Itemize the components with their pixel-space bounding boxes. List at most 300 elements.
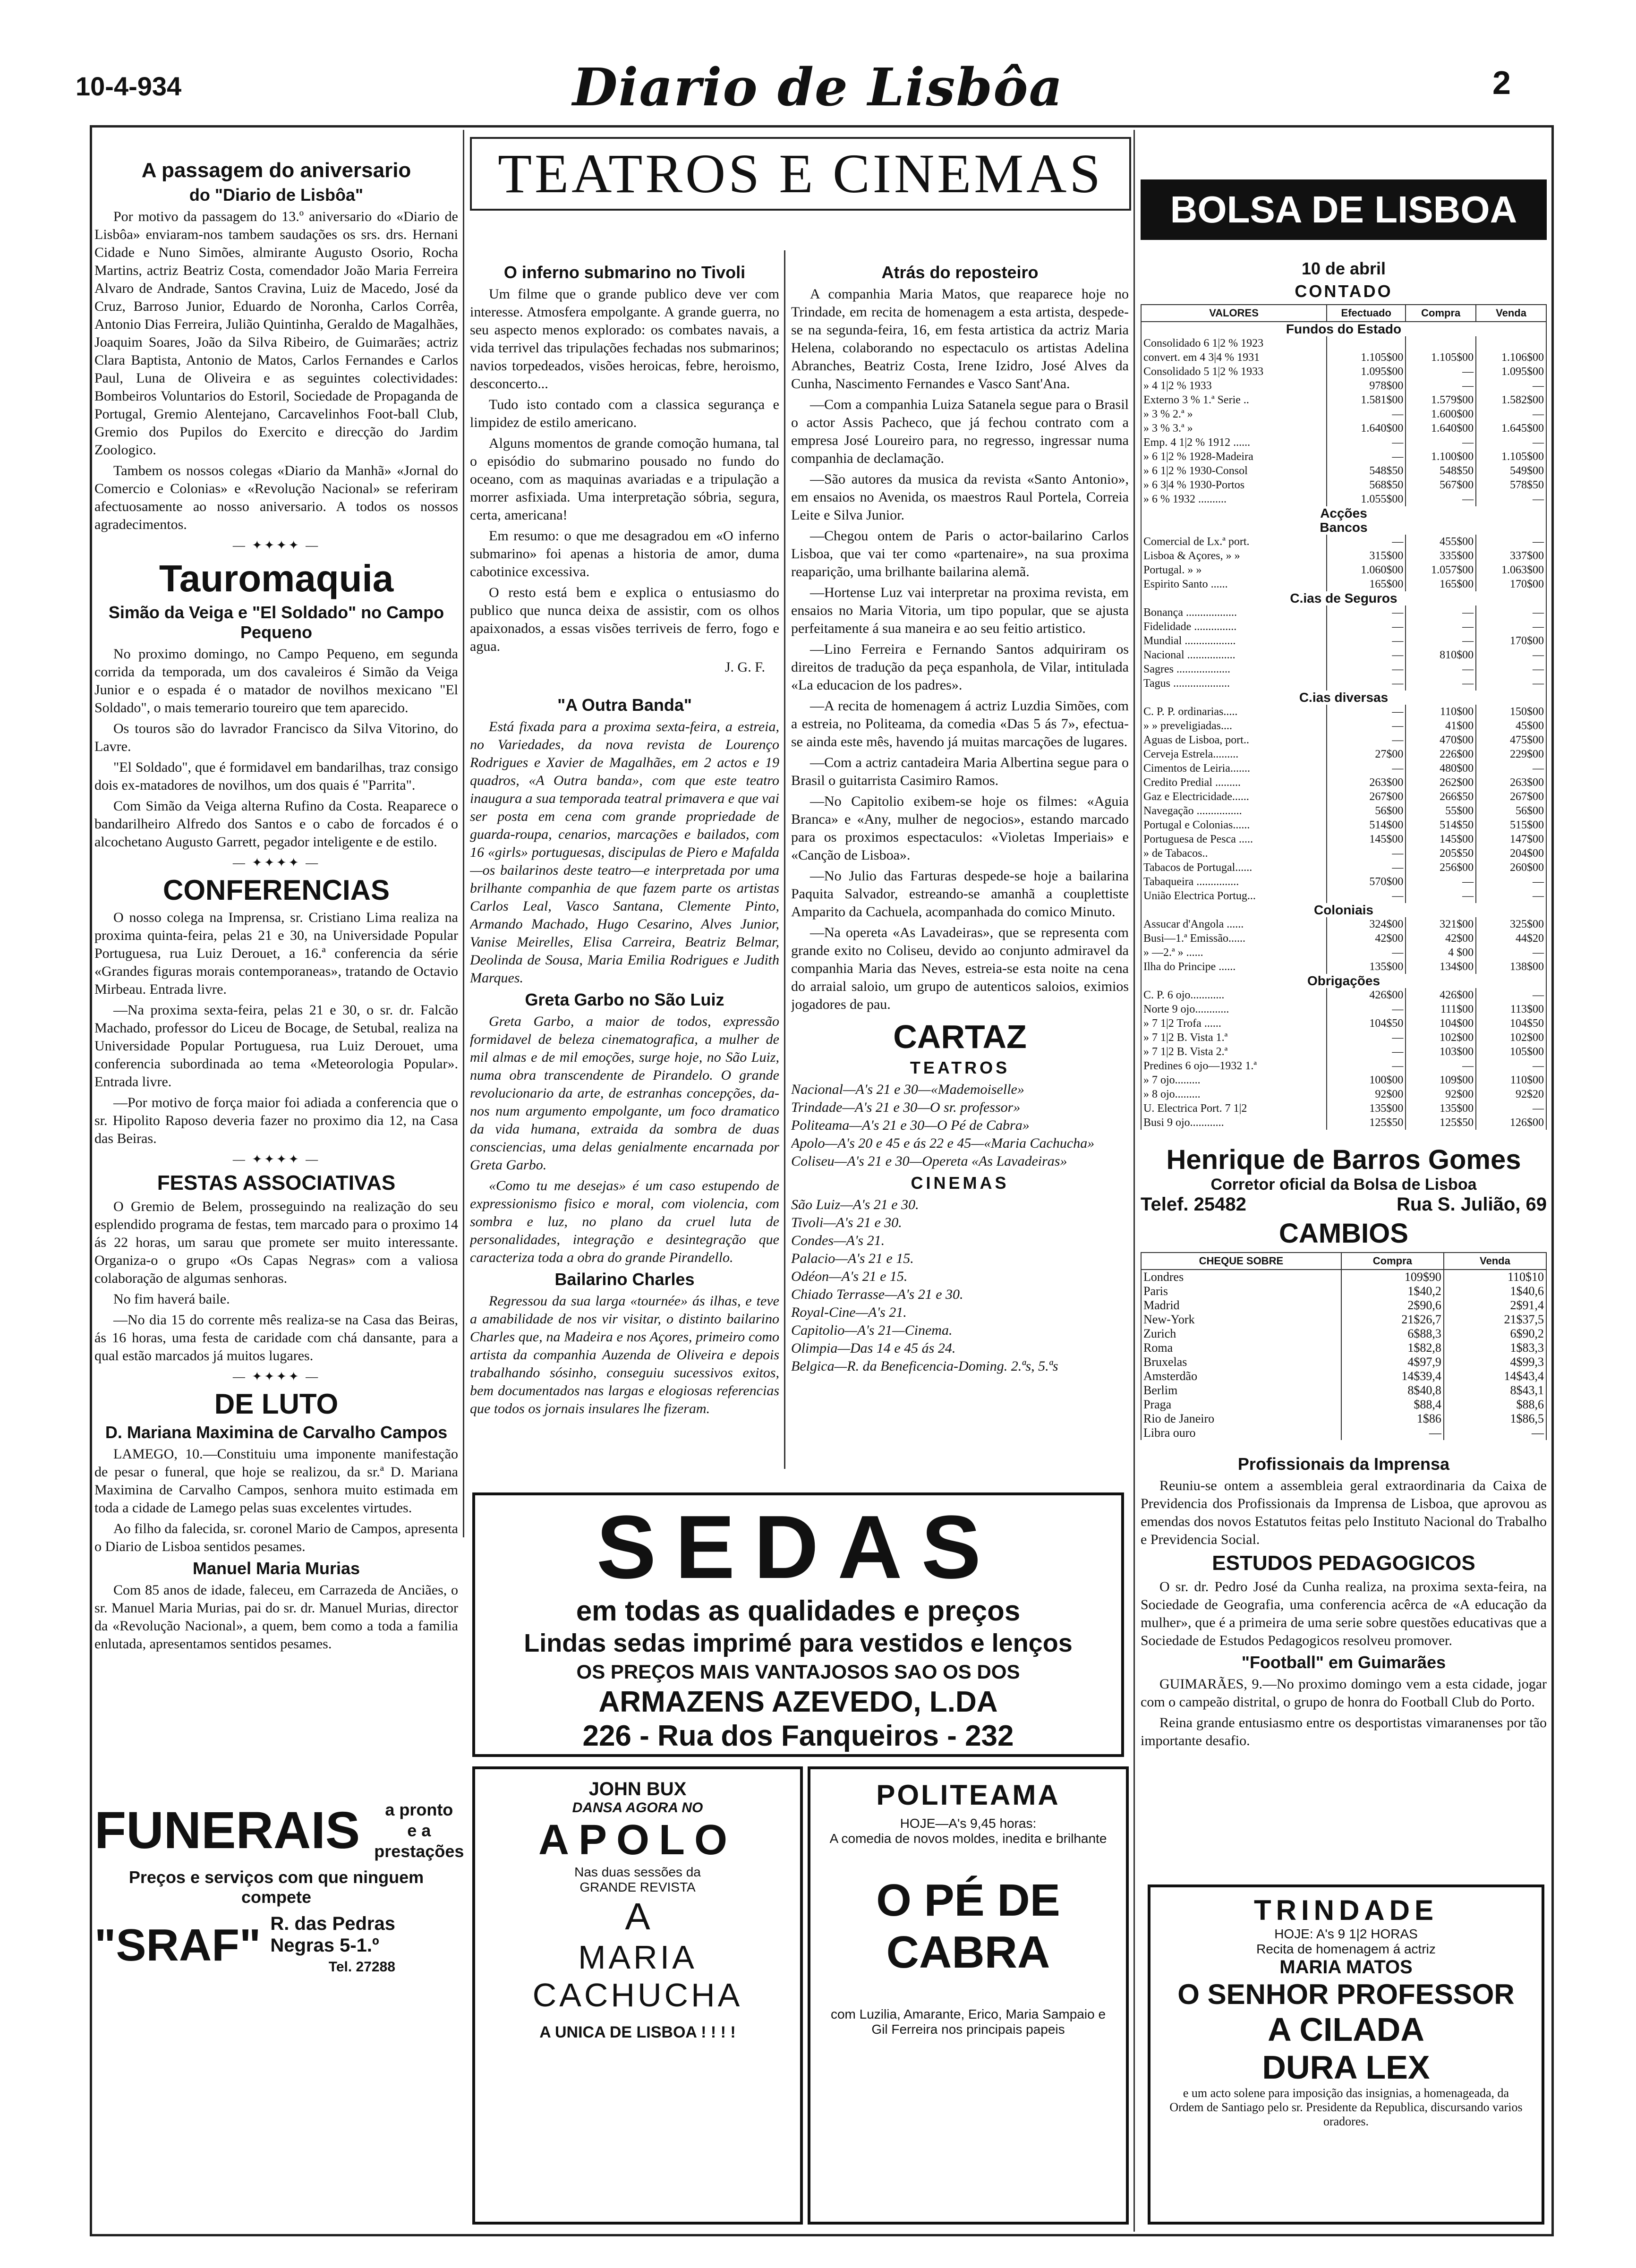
table-cell: 205$50 bbox=[1406, 846, 1476, 861]
table-cell: 1$86,5 bbox=[1444, 1412, 1546, 1426]
trindade-line: DURA LEX bbox=[1262, 2049, 1430, 2086]
sedas-line: OS PREÇOS MAIS VANTAJOSOS SAO OS DOS bbox=[576, 1661, 1020, 1683]
table-row bbox=[1141, 407, 1546, 421]
table-cell: 321$00 bbox=[1406, 917, 1476, 931]
table-cell: 426$00 bbox=[1406, 988, 1476, 1002]
table-cell: 21$26,7 bbox=[1341, 1313, 1444, 1327]
sedas-line: ARMAZENS AZEVEDO, L.DA bbox=[598, 1686, 998, 1718]
table-cell: 470$00 bbox=[1406, 733, 1476, 747]
article-paragraph: Tudo isto contado com a classica segurança e limpidez de estilo americano. bbox=[470, 397, 779, 430]
table-cell: 111$00 bbox=[1406, 1002, 1476, 1016]
table-row bbox=[1141, 450, 1546, 464]
table-row bbox=[1141, 435, 1546, 450]
table-cell: 1.095$00 bbox=[1476, 365, 1546, 379]
column-rule bbox=[463, 130, 464, 1537]
headline-luto: DE LUTO bbox=[214, 1388, 339, 1420]
table-row bbox=[1141, 832, 1546, 846]
table-cell: Assucar d'Angola ...... bbox=[1141, 917, 1327, 931]
column-rule bbox=[784, 250, 785, 1469]
table-cell: 266$50 bbox=[1406, 790, 1476, 804]
table-cell: Comercial de Lx.ª port. bbox=[1141, 535, 1327, 549]
article-paragraph: —No Capitolio exibem-se hoje os filmes: «Aguia Branca» e «Any, mulher de negocios», estando marcado para os proximos espectaculos: «Violetas Imperiais» e «Canção de Lisboa». bbox=[791, 793, 1129, 863]
table-cell: Amsterdão bbox=[1141, 1369, 1341, 1383]
cartaz-line: Tivoli—A's 21 e 30. bbox=[791, 1215, 902, 1230]
table-cell: — bbox=[1406, 662, 1476, 676]
cartaz-line: Nacional—A's 21 e 30—«Mademoiselle» bbox=[791, 1082, 1024, 1097]
column-4 bbox=[1141, 179, 1547, 1753]
table-cell: — bbox=[1327, 648, 1406, 662]
table-cell: 1.640$00 bbox=[1327, 421, 1406, 435]
table-cell: 1.105$00 bbox=[1406, 350, 1476, 365]
table-cell: Londres bbox=[1141, 1270, 1341, 1284]
table-cell: 100$00 bbox=[1327, 1073, 1406, 1087]
table-header: Compra bbox=[1406, 305, 1476, 322]
table-cell: — bbox=[1327, 662, 1406, 676]
table-cell: — bbox=[1476, 676, 1546, 691]
table-cell: Mundial .................. bbox=[1141, 634, 1327, 648]
table-cell: Gaz e Electricidade...... bbox=[1141, 790, 1327, 804]
table-cell: 110$00 bbox=[1476, 1073, 1546, 1087]
table-cell: 2$90,6 bbox=[1341, 1298, 1444, 1313]
table-cell: — bbox=[1327, 605, 1406, 620]
table-section-row bbox=[1141, 520, 1546, 535]
table-cell: — bbox=[1327, 705, 1406, 719]
funerais-address: Negras 5-1.º bbox=[270, 1935, 379, 1956]
apolo-line: MARIA bbox=[578, 1939, 697, 1976]
table-cell: » 6 1|2 % 1930-Consol bbox=[1141, 464, 1327, 478]
table-cell: Lisboa & Açores, » » bbox=[1141, 549, 1327, 563]
table-cell: 267$00 bbox=[1327, 790, 1406, 804]
ad-sedas bbox=[472, 1492, 1124, 1757]
trindade-title: TRINDADE bbox=[1254, 1894, 1438, 1926]
table-cell: — bbox=[1327, 535, 1406, 549]
table-cell: 325$00 bbox=[1476, 917, 1546, 931]
table-cell: Berlim bbox=[1141, 1383, 1341, 1398]
table-cell: 1$40,2 bbox=[1341, 1284, 1444, 1298]
table-cell: — bbox=[1406, 676, 1476, 691]
table-cell: C. P. P. ordinarias..... bbox=[1141, 705, 1327, 719]
table-cell: 165$00 bbox=[1406, 577, 1476, 591]
table-cell: — bbox=[1476, 1101, 1546, 1116]
table-cell: 4$97,9 bbox=[1341, 1355, 1444, 1369]
table-cell: 92$00 bbox=[1406, 1087, 1476, 1101]
table-cell: 14$43,4 bbox=[1444, 1369, 1546, 1383]
table-cell: 1.055$00 bbox=[1327, 492, 1406, 506]
table-cell: 570$00 bbox=[1327, 875, 1406, 889]
article-paragraph: —Chegou ontem de Paris o actor-bailarino Carlos Lisboa, que vai ter como «partenaire», na sua proxima reaparição, uma brilhante bailarina alemã. bbox=[791, 528, 1129, 580]
article-paragraph: No proximo domingo, no Campo Pequeno, em segunda corrida da temporada, um dos cavaleiros é Simão da Veiga Junior e o espada é o matador de novilhos mexicano "El Soldado", o mais temerario toureiro que tem aparecido. bbox=[94, 646, 458, 716]
apolo-line: JOHN BUX bbox=[588, 1779, 687, 1799]
ad-politeama bbox=[808, 1766, 1129, 2225]
table-cell: 1$86 bbox=[1341, 1412, 1444, 1426]
table-cell: 92$00 bbox=[1327, 1087, 1406, 1101]
article-paragraph: Com 85 anos de idade, faleceu, em Carrazeda de Anciães, o sr. Manuel Maria Murias, pai do sr. dr. Manuel Murias, director da «Revolução Nacional», a quem, bem como a toda a familia enlutada, apresentamos sentidos pesames. bbox=[94, 1582, 458, 1652]
table-cell: 1.579$00 bbox=[1406, 393, 1476, 407]
politeama-line: HOJE—A's 9,45 horas: bbox=[900, 1816, 1037, 1831]
table-cell: 138$00 bbox=[1476, 960, 1546, 974]
table-cell: 229$00 bbox=[1476, 747, 1546, 761]
table-section-row bbox=[1141, 691, 1546, 705]
section-label: Coloniais bbox=[1141, 903, 1546, 917]
section-label: C.ias de Seguros bbox=[1141, 591, 1546, 605]
headline-conferencias: CONFERENCIAS bbox=[162, 874, 390, 906]
article-paragraph: —Lino Ferreira e Fernando Santos adquiriram os direitos de tradução da peça espanhola, de Vilar, intitulada «La educacion de los padres». bbox=[791, 641, 1129, 693]
broker-name: Henrique de Barros Gomes bbox=[1166, 1144, 1521, 1175]
table-cell: — bbox=[1327, 1045, 1406, 1059]
table-row bbox=[1141, 421, 1546, 435]
article-paragraph: Reina grande entusiasmo entre os desportistas vimaranenses por tão importante desafio. bbox=[1141, 1715, 1547, 1748]
table-cell: — bbox=[1476, 875, 1546, 889]
table-cell: Madrid bbox=[1141, 1298, 1341, 1313]
article-paragraph: Os touros são do lavrador Francisco da Silva Vitorino, do Lavre. bbox=[94, 721, 458, 754]
table-cell: — bbox=[1327, 435, 1406, 450]
table-cell: » 6 % 1932 .......... bbox=[1141, 492, 1327, 506]
table-cell: 103$00 bbox=[1406, 1045, 1476, 1059]
article-paragraph: Greta Garbo, a maior de todos, expressão formidavel de beleza cinematografica, a mulher de mil almas e de mil emoções, surge hoje, no São Luiz, numa obra transcendente de Pirandelo. O grande revolucionario da arte, de estranhas concepções, da-nos num argumento empolgante, um foco dramatico da vida humana, extraida da sombra de duas consciencias, uma delas genialmente encarnada por Greta Garbo. bbox=[470, 1014, 779, 1173]
section-label: C.ias diversas bbox=[1141, 691, 1546, 705]
table-cell: Predines 6 ojo—1932 1.ª bbox=[1141, 1059, 1327, 1073]
table-row bbox=[1141, 1087, 1546, 1101]
table-cell: Navegação ................ bbox=[1141, 804, 1327, 818]
broker-address: Rua S. Julião, 69 bbox=[1397, 1194, 1547, 1215]
article-paragraph: Em resumo: o que me desagradou em «O inferno submarino» foi apenas a historia de amor, duma cabotinice excessiva. bbox=[470, 528, 779, 580]
table-cell: 125$50 bbox=[1406, 1116, 1476, 1130]
table-cell: 256$00 bbox=[1406, 861, 1476, 875]
table-cell: — bbox=[1406, 634, 1476, 648]
table-cell: 4 $00 bbox=[1406, 946, 1476, 960]
table-cell: — bbox=[1444, 1426, 1546, 1440]
table-cell bbox=[1406, 336, 1476, 350]
table-cell: — bbox=[1476, 1059, 1546, 1073]
sedas-line: em todas as qualidades e preços bbox=[576, 1595, 1021, 1627]
table-cell: Ilha do Principe ...... bbox=[1141, 960, 1327, 974]
table-cell: — bbox=[1327, 676, 1406, 691]
table-cell: 27$00 bbox=[1327, 747, 1406, 761]
table-cell: 109$90 bbox=[1341, 1270, 1444, 1284]
article-paragraph: LAMEGO, 10.—Constituiu uma imponente manifestação de pesar o funeral, que hoje se realizou, da sr.ª D. Mariana Maximina de Carvalho Campos, senhora muito estimada em toda a cidade de Lamego pelas suas excelentes virtudes. bbox=[94, 1446, 458, 1516]
newspaper-title: Diario de Lisbôa bbox=[572, 57, 1064, 118]
table-row bbox=[1141, 662, 1546, 676]
table-cell: 135$00 bbox=[1327, 960, 1406, 974]
table-row bbox=[1141, 1426, 1546, 1440]
table-row bbox=[1141, 1073, 1546, 1087]
sedas-line: Lindas sedas imprimé para vestidos e lenços bbox=[524, 1629, 1073, 1657]
table-row bbox=[1141, 1398, 1546, 1412]
table-cell: 150$00 bbox=[1476, 705, 1546, 719]
table-row bbox=[1141, 931, 1546, 946]
table-cell: 263$00 bbox=[1327, 776, 1406, 790]
table-row bbox=[1141, 1298, 1546, 1313]
headline-garbo: Greta Garbo no São Luiz bbox=[525, 990, 724, 1009]
table-cell: — bbox=[1327, 1031, 1406, 1045]
table-row bbox=[1141, 577, 1546, 591]
table-cell: 475$00 bbox=[1476, 733, 1546, 747]
table-cell: New-York bbox=[1141, 1313, 1341, 1327]
table-cell: » —2.ª » ...... bbox=[1141, 946, 1327, 960]
table-row bbox=[1141, 917, 1546, 931]
table-cell: 102$00 bbox=[1406, 1031, 1476, 1045]
table-cell: 548$50 bbox=[1327, 464, 1406, 478]
table-row bbox=[1141, 492, 1546, 506]
table-cell: 262$00 bbox=[1406, 776, 1476, 790]
headline-estudos: ESTUDOS PEDAGOGICOS bbox=[1212, 1552, 1475, 1575]
bolsa-date: 10 de abril bbox=[1301, 259, 1386, 278]
table-row bbox=[1141, 1101, 1546, 1116]
headline-outra-banda: "A Outra Banda" bbox=[557, 695, 692, 715]
politeama-title: POLITEAMA bbox=[876, 1779, 1060, 1811]
table-cell: — bbox=[1406, 605, 1476, 620]
table-cell: Portugal. » » bbox=[1141, 563, 1327, 577]
table-row bbox=[1141, 875, 1546, 889]
table-cell: Portugal e Colonias...... bbox=[1141, 818, 1327, 832]
table-row bbox=[1141, 733, 1546, 747]
table-cell: 426$00 bbox=[1327, 988, 1406, 1002]
ornament-separator: — ✦✦✦✦ — bbox=[232, 1370, 320, 1383]
article-paragraph: Está fixada para a proxima sexta-feira, a estreia, no Variedades, da nova revista de Lourenço Rodrigues e Xavier de Magalhães, em 2 actos e 19 quadros, «A Outra banda», com que este teatro inaugura a sua temporada teatral primavera e que vai ser posta em cena com grande propriedade de guarda-roupa, cenarios, marcações e bailados, com 16 «girls» portuguesas, discipulas de Piero e Mafalda—os bailarinos deste teatro—e interpretada por uma brilhante companhia de que fazem parte os artistas Carlos Leal, Vasco Santana, Clemente Pinto, Armando Machado, Hugo Cesarino, Alves Junior, Vanise Meirelles, Elisa Carreira, Beatriz Belmar, Deolinda de Sousa, Maria Emilia Rodrigues e Judith Marques. bbox=[470, 719, 779, 986]
table-cell: — bbox=[1327, 450, 1406, 464]
cambios-title: CAMBIOS bbox=[1279, 1218, 1408, 1249]
table-cell: 113$00 bbox=[1476, 1002, 1546, 1016]
section-label: Obrigações bbox=[1141, 974, 1546, 988]
table-section-row bbox=[1141, 506, 1546, 520]
table-cell: — bbox=[1327, 861, 1406, 875]
table-row bbox=[1141, 1341, 1546, 1355]
table-cell: — bbox=[1476, 605, 1546, 620]
table-row bbox=[1141, 1016, 1546, 1031]
table-cell: 480$00 bbox=[1406, 761, 1476, 776]
table-row bbox=[1141, 1270, 1546, 1284]
table-cell: 56$00 bbox=[1476, 804, 1546, 818]
cartaz-line: Capitolio—A's 21—Cinema. bbox=[791, 1322, 953, 1338]
table-cell: Bruxelas bbox=[1141, 1355, 1341, 1369]
table-cell: — bbox=[1341, 1426, 1444, 1440]
table-cell: — bbox=[1327, 634, 1406, 648]
table-cell: convert. em 4 3|4 % 1931 bbox=[1141, 350, 1327, 365]
table-row bbox=[1141, 1002, 1546, 1016]
table-cell: — bbox=[1476, 988, 1546, 1002]
table-cell: Cimentos de Leiria....... bbox=[1141, 761, 1327, 776]
page-number: 2 bbox=[1492, 64, 1511, 101]
table-cell: Tagus .................... bbox=[1141, 676, 1327, 691]
table-row bbox=[1141, 1284, 1546, 1298]
table-header: VALORES bbox=[1141, 305, 1327, 322]
cartaz-line: Trindade—A's 21 e 30—O sr. professor» bbox=[791, 1100, 1021, 1115]
table-cell: 170$00 bbox=[1476, 577, 1546, 591]
table-cell: 145$00 bbox=[1406, 832, 1476, 846]
table-cell: Busi—1.ª Emissão...... bbox=[1141, 931, 1327, 946]
headline-festas: FESTAS ASSOCIATIVAS bbox=[157, 1171, 396, 1194]
table-cell: 549$00 bbox=[1476, 464, 1546, 478]
table-cell: 42$00 bbox=[1406, 931, 1476, 946]
table-cell: » 3 % 2.ª » bbox=[1141, 407, 1327, 421]
cartaz-line: Belgica—R. da Beneficencia-Doming. 2.ªs, 5.ªs bbox=[791, 1358, 1058, 1374]
table-row bbox=[1141, 676, 1546, 691]
table-cell: 568$50 bbox=[1327, 478, 1406, 492]
table-cell: 165$00 bbox=[1327, 577, 1406, 591]
article-paragraph: —No Julio das Farturas despede-se hoje a bailarina Paquita Salvador, estreando-se amanhã a couplettiste Amparito da Cachuela, acompanhada do comico Minuto. bbox=[791, 868, 1129, 920]
table-cell: — bbox=[1476, 620, 1546, 634]
headline-tauromaquia: Tauromaquia bbox=[159, 557, 394, 599]
broker-subtitle: Corretor oficial da Bolsa de Lisboa bbox=[1210, 1176, 1477, 1194]
table-cell: 455$00 bbox=[1406, 535, 1476, 549]
cartaz-line: Olimpia—Das 14 e 45 ás 24. bbox=[791, 1340, 956, 1356]
table-cell: 104$00 bbox=[1406, 1016, 1476, 1031]
cartaz-line: Apolo—A's 20 e 45 e ás 22 e 45—«Maria Cachucha» bbox=[791, 1135, 1095, 1151]
table-cell: — bbox=[1476, 889, 1546, 903]
table-cell: — bbox=[1476, 535, 1546, 549]
table-cell: — bbox=[1406, 365, 1476, 379]
table-row bbox=[1141, 889, 1546, 903]
article-paragraph: —Por motivo de força maior foi adiada a conferencia que o sr. Hipolito Raposo deveria fazer no proximo dia 12, na Casa das Beiras. bbox=[94, 1095, 458, 1146]
article-paragraph: —Na proxima sexta-feira, pelas 21 e 30, o sr. dr. Falcão Machado, professor do Liceu de Bocage, de Setubal, realiza na Universidade Popular Portuguesa, rua Luiz Derouet, uma conferencia subordinada ao tema «Meteorologia Popular». Entrada livre. bbox=[94, 1002, 458, 1090]
table-row bbox=[1141, 846, 1546, 861]
funerais-side: prestações bbox=[374, 1842, 464, 1861]
article-paragraph: —Com a companhia Luiza Satanela segue para o Brasil o actor Assis Pacheco, que já fechou contrato com a empresa José Loureiro para, no regresso, ingressar numa companhia de declamação. bbox=[791, 397, 1129, 466]
table-row bbox=[1141, 1031, 1546, 1045]
table-cell: — bbox=[1327, 733, 1406, 747]
table-row bbox=[1141, 747, 1546, 761]
table-header: Efectuado bbox=[1327, 305, 1406, 322]
table-cell: Consolidado 6 1|2 % 1923 bbox=[1141, 336, 1327, 350]
table-cell: 1.106$00 bbox=[1476, 350, 1546, 365]
table-cell: 1.100$00 bbox=[1406, 450, 1476, 464]
table-cell: 44$20 bbox=[1476, 931, 1546, 946]
trindade-line: O SENHOR PROFESSOR bbox=[1177, 1978, 1515, 2010]
table-cell: — bbox=[1327, 407, 1406, 421]
table-cell: 337$00 bbox=[1476, 549, 1546, 563]
article-paragraph: —No dia 15 do corrente mês realiza-se na Casa das Beiras, ás 16 horas, uma festa de caridade com chá dansante, para a qual estão marcados já muitos lugares. bbox=[94, 1312, 458, 1364]
table-cell: — bbox=[1327, 719, 1406, 733]
table-section-row bbox=[1141, 591, 1546, 605]
table-cell: 135$00 bbox=[1327, 1101, 1406, 1116]
table-cell: — bbox=[1406, 1059, 1476, 1073]
ad-apolo bbox=[472, 1766, 803, 2225]
funerais-address: R. das Pedras bbox=[270, 1913, 395, 1934]
column-1 bbox=[94, 156, 458, 1776]
table-cell: » de Tabacos.. bbox=[1141, 846, 1327, 861]
cambios-table bbox=[1141, 1252, 1547, 1440]
table-row bbox=[1141, 1059, 1546, 1073]
table-cell: 226$00 bbox=[1406, 747, 1476, 761]
table-cell: — bbox=[1476, 761, 1546, 776]
table-row bbox=[1141, 1045, 1546, 1059]
column-3 bbox=[791, 260, 1129, 1478]
ad-trindade bbox=[1148, 1884, 1544, 2225]
issue-date: 10-4-934 bbox=[76, 71, 182, 101]
ad-funerais bbox=[94, 1799, 464, 2234]
table-cell: 1.063$00 bbox=[1476, 563, 1546, 577]
table-cell: — bbox=[1327, 946, 1406, 960]
table-cell: » 6 1|2 % 1928-Madeira bbox=[1141, 450, 1327, 464]
table-cell: — bbox=[1476, 662, 1546, 676]
table-cell: 45$00 bbox=[1476, 719, 1546, 733]
politeama-line: A comedia de novos moldes, inedita e brilhante bbox=[829, 1831, 1107, 1846]
article-paragraph: Reuniu-se ontem a assembleia geral extraordinaria da Caixa de Previdencia dos Profissionais da Imprensa de Lisboa, que aprovou as emendas dos novos Estatutos feitas pelo Instituto Nacional do Trabalho e Previdencia Social. bbox=[1141, 1478, 1547, 1547]
table-row bbox=[1141, 393, 1546, 407]
table-cell: — bbox=[1406, 379, 1476, 393]
cartaz-teatros-heading: TEATROS bbox=[910, 1058, 1010, 1077]
table-cell: — bbox=[1327, 620, 1406, 634]
table-cell: 110$00 bbox=[1406, 705, 1476, 719]
table-cell: Sagres ................... bbox=[1141, 662, 1327, 676]
cartaz-cinemas-heading: CINEMAS bbox=[911, 1173, 1009, 1193]
apolo-line: DANSA AGORA NO bbox=[572, 1800, 703, 1816]
table-cell: — bbox=[1327, 1059, 1406, 1073]
table-section-row bbox=[1141, 322, 1546, 336]
table-cell: Roma bbox=[1141, 1341, 1341, 1355]
table-cell: 1.057$00 bbox=[1406, 563, 1476, 577]
article-paragraph: —A recita de homenagem á actriz Luzdia Simões, com a estreia, no Politeama, da comedia «Das 5 ás 7», efectua-se ainda este mês, havendo já muitas marcações de lugares. bbox=[791, 698, 1129, 750]
table-header: Compra bbox=[1341, 1253, 1444, 1270]
table-row bbox=[1141, 379, 1546, 393]
table-cell: » 3 % 3.ª » bbox=[1141, 421, 1327, 435]
table-cell: » 7 1|2 B. Vista 2.ª bbox=[1141, 1045, 1327, 1059]
headline-football: "Football" em Guimarães bbox=[1241, 1653, 1446, 1672]
table-cell: — bbox=[1476, 435, 1546, 450]
table-cell: 147$00 bbox=[1476, 832, 1546, 846]
funerais-slogan: Preços e serviços com que ninguem compete bbox=[128, 1867, 424, 1907]
table-cell: — bbox=[1476, 648, 1546, 662]
table-cell: 1.060$00 bbox=[1327, 563, 1406, 577]
politeama-line: com Luzilia, Amarante, Erico, Maria Sampaio e Gil Ferreira nos principais papeis bbox=[830, 2007, 1106, 2037]
table-cell: 260$00 bbox=[1476, 861, 1546, 875]
broker-tel: Telef. 25482 bbox=[1141, 1194, 1246, 1215]
table-cell: $88,4 bbox=[1341, 1398, 1444, 1412]
article-signature: J. G. F. bbox=[724, 659, 765, 675]
cartaz-line: Chiado Terrasse—A's 21 e 30. bbox=[791, 1287, 963, 1302]
table-cell: — bbox=[1476, 407, 1546, 421]
table-cell: Rio de Janeiro bbox=[1141, 1412, 1341, 1426]
subhead-luto: D. Mariana Maximina de Carvalho Campos bbox=[105, 1423, 448, 1442]
table-cell: 6$88,3 bbox=[1341, 1327, 1444, 1341]
article-paragraph: Alguns momentos de grande comoção humana, tal o episódio do submarino pousado no fundo do oceano, com as maquinas avariadas e a tripulação a morrer asfixiada. Uma interpretação sóbria, segura, certa, americana! bbox=[470, 435, 779, 523]
article-paragraph: O nosso colega na Imprensa, sr. Cristiano Lima realiza na proxima quinta-feira, pelas 21 e 30, na Universidade Popular Portuguesa, rua Luiz Derouet, a 16.ª conferencia da série «Grandes figuras morais contemporaneas», tratando de Octavio Mirbeau. Entrada livre. bbox=[94, 910, 458, 997]
funerais-side: e a bbox=[407, 1821, 431, 1840]
table-cell: 126$00 bbox=[1476, 1116, 1546, 1130]
table-cell: 1.582$00 bbox=[1476, 393, 1546, 407]
trindade-line: MARIA MATOS bbox=[1279, 1957, 1413, 1978]
table-cell: Credito Predial ......... bbox=[1141, 776, 1327, 790]
bolsa-banner: BOLSA DE LISBOA bbox=[1141, 179, 1547, 240]
table-cell: 263$00 bbox=[1476, 776, 1546, 790]
apolo-line: Nas duas sessões da bbox=[574, 1865, 701, 1879]
table-row bbox=[1141, 620, 1546, 634]
article-paragraph: Ao filho da falecida, sr. coronel Mario de Campos, apresenta o Diario de Lisboa sentidos pesames. bbox=[94, 1521, 458, 1554]
table-cell: 21$37,5 bbox=[1444, 1313, 1546, 1327]
article-paragraph: No fim haverá baile. bbox=[113, 1291, 230, 1307]
table-cell: » 7 1|2 Trofa ...... bbox=[1141, 1016, 1327, 1031]
table-cell: União Electrica Portug... bbox=[1141, 889, 1327, 903]
table-cell: Tabaqueira ............... bbox=[1141, 875, 1327, 889]
table-row bbox=[1141, 634, 1546, 648]
table-section-row bbox=[1141, 903, 1546, 917]
table-cell: — bbox=[1476, 492, 1546, 506]
table-header: CHEQUE SOBRE bbox=[1141, 1253, 1341, 1270]
section-label: Fundos do Estado bbox=[1141, 322, 1546, 336]
funerais-name: "SRAF" bbox=[94, 1920, 261, 1970]
table-cell: 1$82,8 bbox=[1341, 1341, 1444, 1355]
article-paragraph: «Como tu me desejas» é um caso estupendo de expressionismo fisico e moral, com violencia, com sombra e luz, no plano da cruel luta de personalidades, integração e desintegração que caracteriza toda a obra do grande Pirandello. bbox=[470, 1178, 779, 1265]
table-cell: 104$50 bbox=[1476, 1016, 1546, 1031]
table-cell: » 6 3|4 % 1930-Portos bbox=[1141, 478, 1327, 492]
trindade-line: Recita de homenagem á actriz bbox=[1256, 1942, 1436, 1956]
article-paragraph: —Hortense Luz vai interpretar na proxima revista, em ensaios no Maria Vitoria, um tipo popular, que se ajusta perfeitamente á sua maneira e ao seu feitio artistico. bbox=[791, 585, 1129, 636]
table-row bbox=[1141, 1313, 1546, 1327]
trindade-line: A CILADA bbox=[1268, 2011, 1424, 2048]
table-cell: Praga bbox=[1141, 1398, 1341, 1412]
table-cell: 978$00 bbox=[1327, 379, 1406, 393]
trindade-line: HOJE: A's 9 1|2 HORAS bbox=[1274, 1927, 1418, 1941]
